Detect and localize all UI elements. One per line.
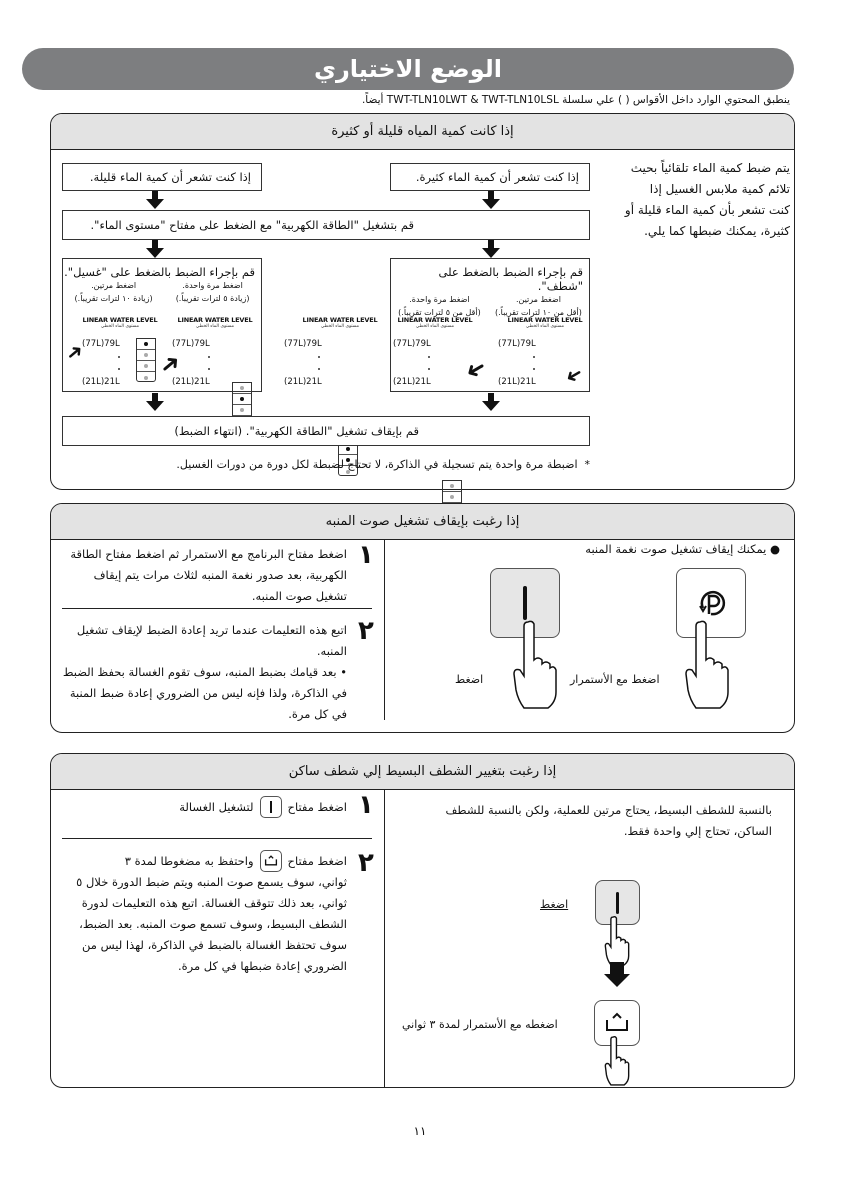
step-text: اضغط مفتاح البرنامج مع الاستمرار ثم اضغط مفتاح الطاقة الكهربية، بعد صدور نغمة المنبه لثلاث مرات يتم إيقاف تشغيل صوت المنبه. xyxy=(70,547,347,603)
arrow-down-icon xyxy=(146,393,164,411)
arrow-down-icon xyxy=(146,240,164,258)
power-on-step-box: قم بتشغيل "الطاقة الكهربية" مع الضغط على مفتاح "مستوى الماء". xyxy=(62,210,590,240)
power-key-inline xyxy=(260,796,282,818)
divider xyxy=(384,790,385,1088)
step-divider xyxy=(62,838,372,839)
press-label: اضغط xyxy=(455,673,484,686)
page-title-banner xyxy=(22,48,794,90)
step-text: اتبع هذه التعليمات عندما تريد إعادة الضبط لإيقاف تشغيل المنبه. • بعد قيامك بضبط المنبه، سوف تقوم الغسالة بحفظ الضبط في الذاكرة، ولذا فإنه ليس من الضروري إعادة ضبط المنبة في كل مرة. xyxy=(62,623,347,721)
step-number: ٢ xyxy=(358,616,374,646)
rinse-icon xyxy=(604,1012,630,1034)
hand-press-icon xyxy=(602,1036,632,1090)
water-level-intro: يتم ضبط كمية الماء تلقائياً بحيث تلائم كمية ملابس الغسيل إذا كنت تشعر بأن كمية الماء قليلة أو كثيرة، يمكنك ضبطها كما يلي. xyxy=(624,161,790,238)
water-level-gauge: LINEAR WATER LEVEL مستوى الماء الخطي xyxy=(82,316,158,329)
water-level-gauge-default: LINEAR WATER LEVEL مستوى الماء الخطي xyxy=(302,316,378,329)
pointer-arrow-icon: ➜ xyxy=(60,337,89,367)
step-number: ١ xyxy=(358,540,374,570)
case-less-water-box: إذا كنت تشعر أن كمية الماء قليلة. xyxy=(62,163,262,191)
power-off-step-box: قم بإيقاف تشغيل "الطاقة الكهربية". (انتهاء الضبط) xyxy=(62,416,590,446)
page-title: الوضع الاختياري xyxy=(313,55,503,83)
section-heading: إذا كانت كمية المياه قليلة أو كثيرة xyxy=(51,114,794,150)
water-level-gauge: LINEAR WATER LEVEL مستوى الماء الخطي xyxy=(397,316,473,329)
pointer-arrow-icon: ➜ xyxy=(153,346,187,382)
power-icon xyxy=(523,586,527,620)
hand-press-icon xyxy=(682,620,732,714)
press-label: اضغط xyxy=(540,898,569,911)
section-heading: إذا رغبت بتغيير الشطف البسيط إلي شطف ساكن xyxy=(51,754,794,790)
rinse-key-inline xyxy=(260,850,282,872)
rinse-intro: بالنسبة للشطف البسيط، يحتاج مرتين للعملية، ولكن بالنسبة للشطف الساكن، تحتاج إلي واحدة فقط. xyxy=(445,803,772,838)
arrow-down-icon xyxy=(482,191,500,209)
pointer-arrow-icon: ➜ xyxy=(460,352,492,388)
program-cycle-icon xyxy=(694,586,728,620)
arrow-down-icon xyxy=(146,191,164,209)
hand-press-icon xyxy=(510,620,560,714)
hold-3s-label: اضغطه مع الأستمرار لمدة ٣ ثواني xyxy=(402,1018,558,1031)
divider xyxy=(384,540,385,720)
arrow-down-icon xyxy=(482,240,500,258)
wash-adjust-box: قم بإجراء الضبط بالضغط على "غسيل". اضغط مرة واحدة. (زيادة ٥ لترات تقريباً.) اضغط مرتين. (زيادة ١٠ لترات تقريباً.) xyxy=(62,258,262,392)
page-subtitle: ينطبق المحتوي الوارد داخل الأقواس ( ) علي سلسلة TWT-TLN10LWT & TWT-TLN10LSL أيضاً. xyxy=(361,94,790,106)
step-text: اضغط مفتاح لتشغيل الغسالة xyxy=(62,796,347,818)
case-more-water-box: إذا كنت تشعر أن كمية الماء كثيرة. xyxy=(390,163,590,191)
pointer-arrow-icon: ➜ xyxy=(561,361,588,391)
footnote: * اضبطة مرة واحدة يتم تسجيلة في الذاكرة، لا تحتاج لضبطة لكل دورة من دورات الغسيل. xyxy=(176,458,590,471)
step-number: ٢ xyxy=(358,848,374,878)
water-level-gauge: LINEAR WATER LEVEL مستوى الماء الخطي xyxy=(177,316,253,329)
water-level-gauge: LINEAR WATER LEVEL مستوى الماء الخطي xyxy=(507,316,583,329)
step-text: اضغط مفتاح واحتفظ به مضغوطا لمدة ٣ ثواني، سوف يسمع صوت المنبه ويتم ضبط الدورة خلال ٥ ثواني، بعد ذلك تتوقف الغسالة. اتبع هذه التعليمات لدورة الشطف البسيط، وسوف تسمع صوت المنبه. بعد الضبط، سوف تحتفظ الغسالة بالضبط في الذاكرة، لهذا ليس من الضروري إعادة ضبطها في كل مرة. xyxy=(62,850,347,977)
step-number: ١ xyxy=(358,790,374,820)
section-heading: إذا رغبت بإيقاف تشغيل صوت المنبه xyxy=(51,504,794,540)
step-divider xyxy=(62,608,372,609)
page-number: ١١ xyxy=(413,1124,427,1138)
arrow-down-icon xyxy=(482,393,500,411)
hold-label: اضغط مع الأستمرار xyxy=(570,673,660,686)
arrow-down-icon xyxy=(610,962,624,974)
buzzer-bullet: ● يمكنك إيقاف تشغيل صوت نغمة المنبه xyxy=(585,542,780,556)
power-icon xyxy=(616,892,619,914)
rinse-adjust-box: قم بإجراء الضبط بالضغط على "شطف". اضغط مرتين. (أقل من ١٠ لترات تقريباً.) اضغط مرة واحدة. (أقل من ٥ لترات تقريباً.) xyxy=(390,258,590,392)
